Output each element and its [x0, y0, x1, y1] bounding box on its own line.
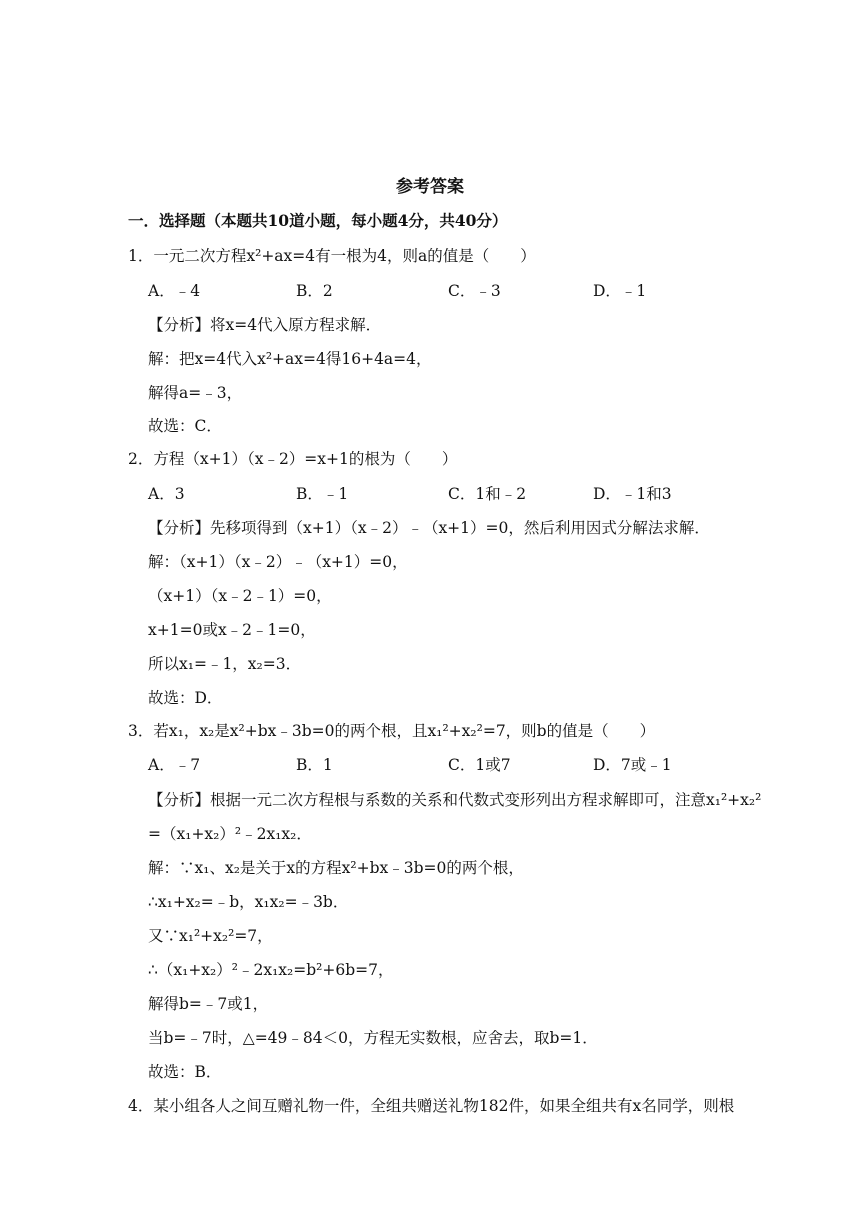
option-b: B．1 [296, 756, 333, 774]
option-a: A．﹣7 [148, 756, 201, 774]
question-3-answer: 故选：B． [148, 1063, 222, 1081]
option-b: B．2 [296, 282, 333, 300]
option-d: D．﹣1和3 [593, 485, 672, 503]
question-3-stem: 3．若x₁，x₂是x²+bx﹣3b=0的两个根，且x₁²+x₂²=7，则b的值是（ ） [128, 722, 656, 740]
option-a: A．3 [148, 485, 185, 503]
section-heading: 一．选择题（本题共10道小题，每小题4分，共40分） [128, 211, 508, 230]
option-d: D．7或﹣1 [593, 756, 672, 774]
question-3-solution-line: 解：∵x₁、x₂是关于x的方程x²+bx﹣3b=0的两个根， [148, 859, 524, 877]
option-b: B．﹣1 [296, 485, 349, 503]
question-2-stem: 2．方程（x+1）（x﹣2）=x+1的根为（ ） [128, 450, 458, 468]
question-2-answer: 故选：D． [148, 689, 223, 707]
option-a: A．﹣4 [148, 282, 201, 300]
question-3-analysis-continued: =（x₁+x₂）²﹣2x₁x₂． [148, 825, 312, 843]
page-title: 参考答案 [396, 177, 464, 197]
question-1-solution-line: 解得a=﹣3， [148, 384, 243, 402]
question-1-solution-line: 解：把x=4代入x²+ax=4得16+4a=4， [148, 350, 432, 368]
question-2-solution-line: 解：（x+1）（x﹣2）﹣（x+1）=0， [148, 553, 408, 571]
question-3-solution-line: 当b=﹣7时，△=49﹣84＜0，方程无实数根，应舍去，取b=1． [148, 1029, 598, 1047]
question-2-solution-line: （x+1）（x﹣2﹣1）=0， [148, 587, 332, 605]
option-c: C．1和﹣2 [448, 485, 527, 503]
option-d: D．﹣1 [593, 282, 647, 300]
option-c: C．1或7 [448, 756, 511, 774]
question-1-analysis: 【分析】将x=4代入原方程求解． [148, 316, 382, 334]
option-c: C．﹣3 [448, 282, 501, 300]
question-3-solution-line: 又∵x₁²+x₂²=7， [148, 927, 273, 945]
question-2-solution-line: 所以x₁=﹣1，x₂=3． [148, 655, 302, 673]
question-4-stem: 4．某小组各人之间互赠礼物一件，全组共赠送礼物182件，如果全组共有x名同学，则根 [128, 1097, 735, 1115]
question-2-solution-line: x+1=0或x﹣2﹣1=0， [148, 621, 316, 639]
question-1-stem: 1．一元二次方程x²+ax=4有一根为4，则a的值是（ ） [128, 247, 536, 265]
question-1-answer: 故选：C． [148, 417, 222, 435]
question-3-analysis: 【分析】根据一元二次方程根与系数的关系和代数式变形列出方程求解即可，注意x₁²+x₂² [148, 791, 762, 809]
question-3-solution-line: 解得b=﹣7或1， [148, 995, 269, 1013]
question-3-solution-line: ∴x₁+x₂=﹣b，x₁x₂=﹣3b． [148, 893, 349, 911]
question-3-solution-line: ∴（x₁+x₂）²﹣2x₁x₂=b²+6b=7， [148, 961, 394, 979]
question-2-analysis: 【分析】先移项得到（x+1）（x﹣2）﹣（x+1）=0，然后利用因式分解法求解． [148, 519, 710, 537]
